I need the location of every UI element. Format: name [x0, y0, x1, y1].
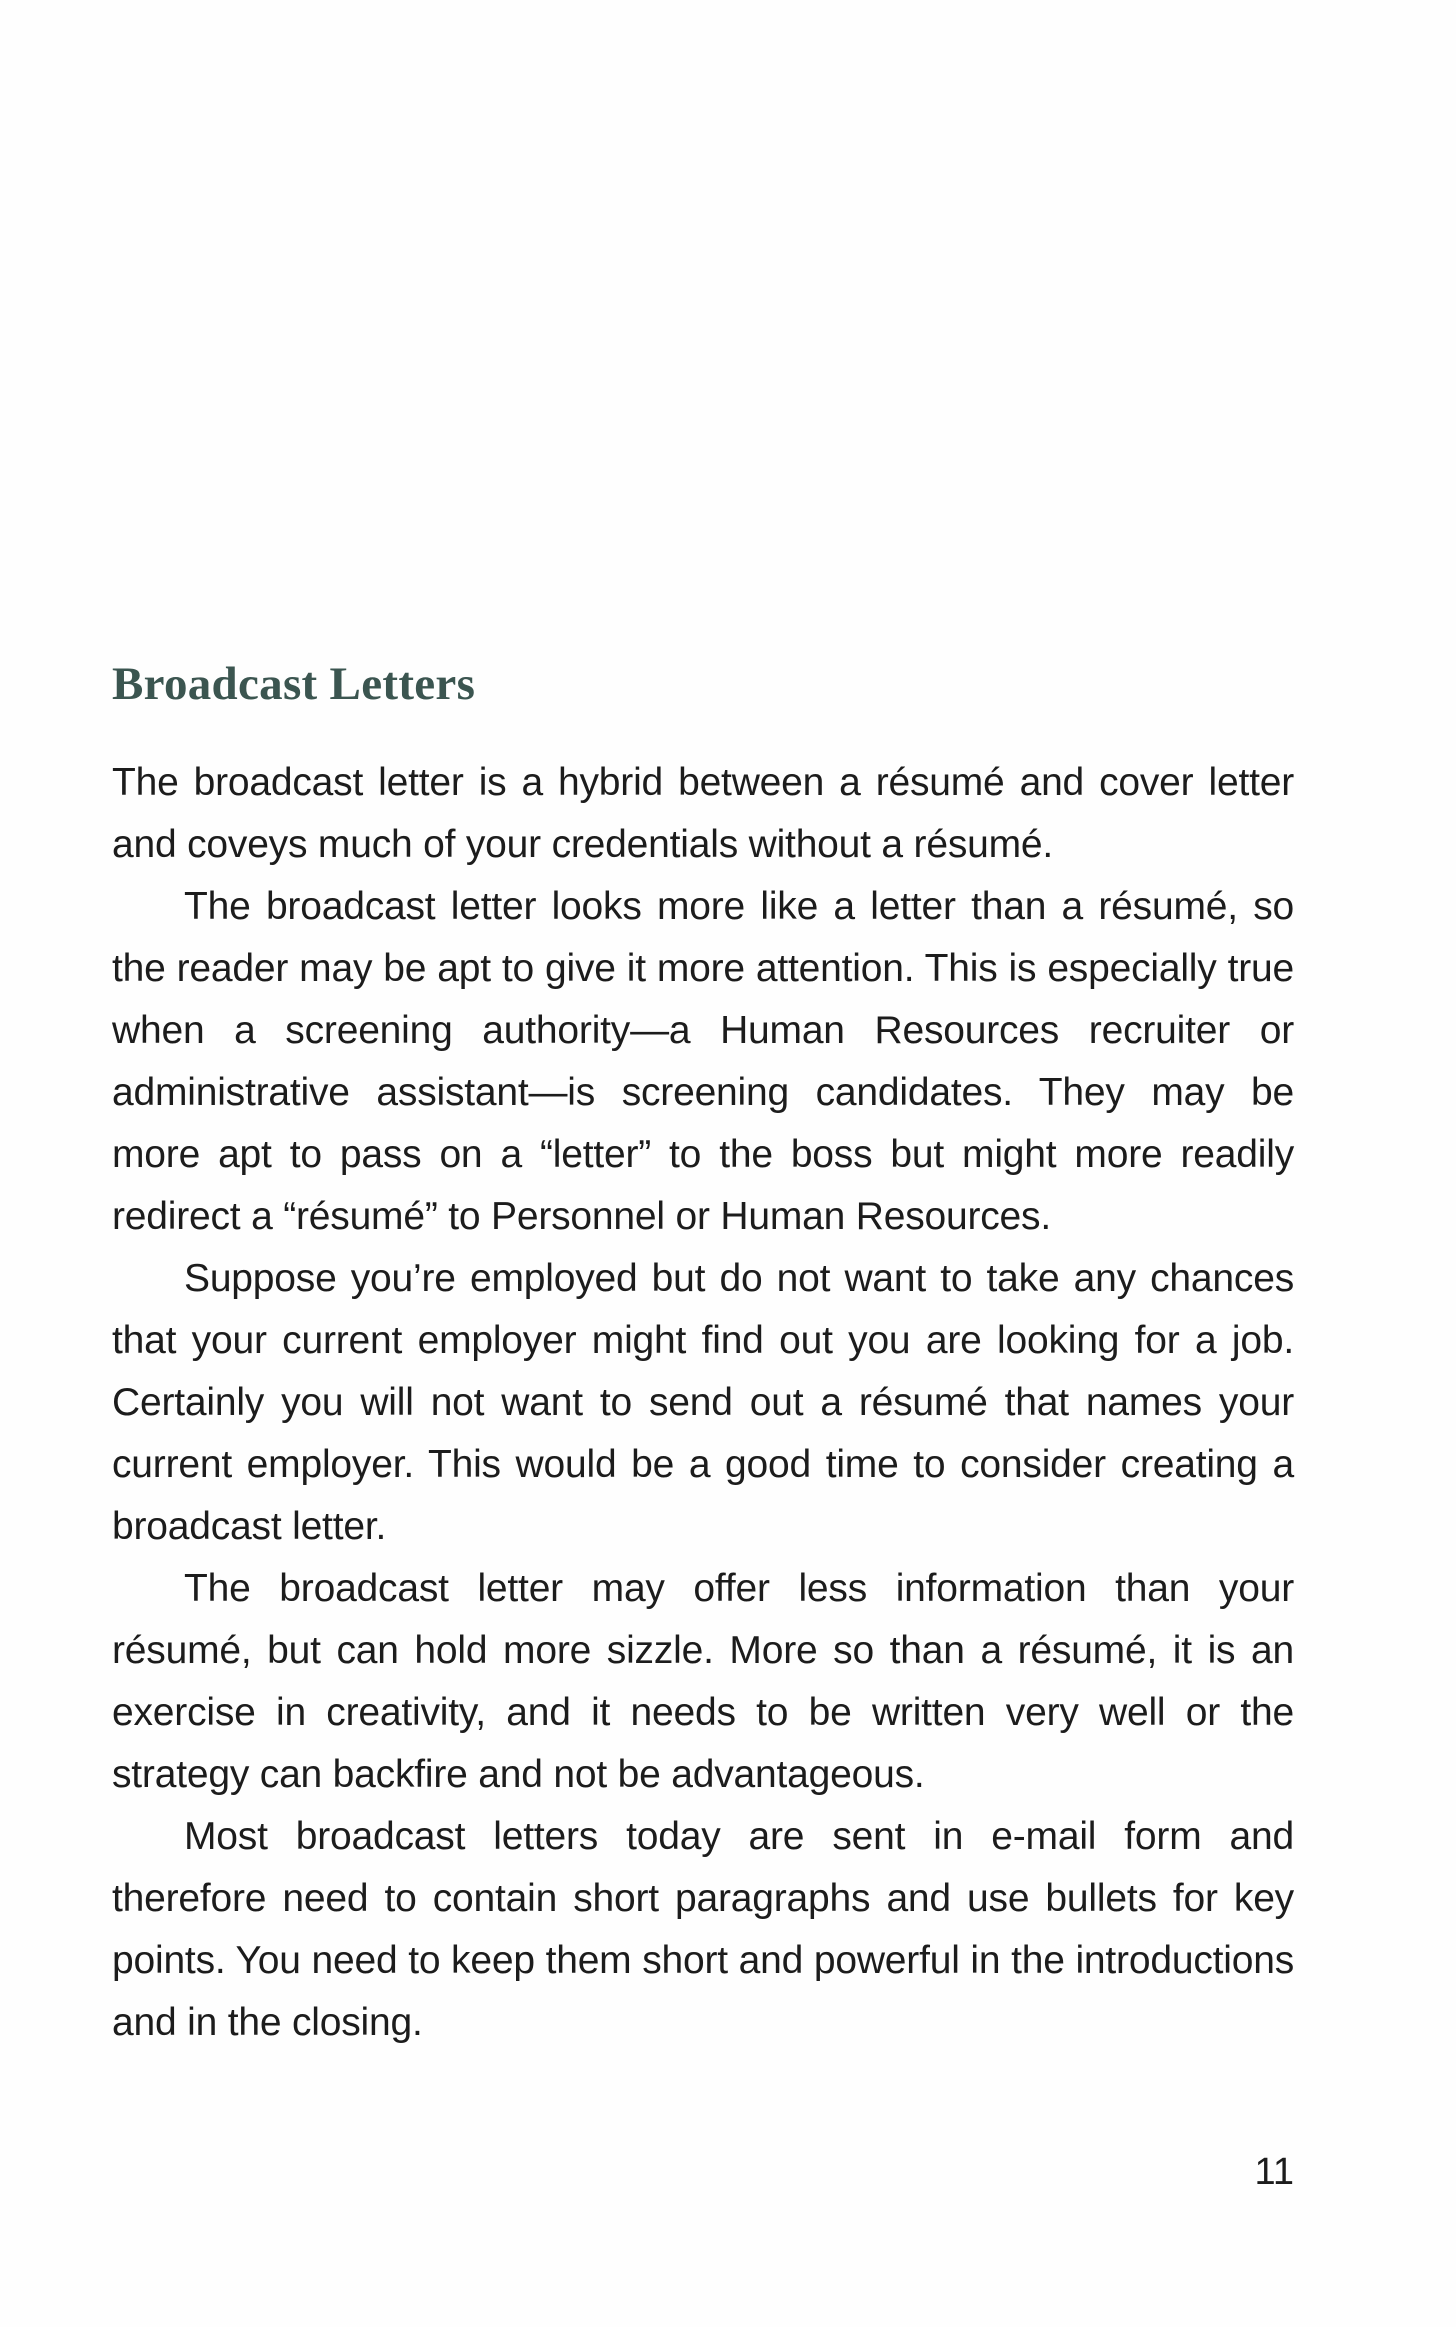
paragraph-4: The broadcast letter may offer less information than your résumé, but can hold more sizzle. More so than a résumé, it is an exercise in creativity, and it needs to be written very well or the strategy can backfire and not be advantageous. [112, 1567, 1294, 1796]
paragraph-1: The broadcast letter is a hybrid between a résumé and cover letter and coveys much of your credentials without a résumé. [112, 761, 1294, 866]
section-heading: Broadcast Letters [112, 658, 476, 710]
page-number: 11 [1254, 2151, 1294, 2193]
paragraph-2: The broadcast letter looks more like a letter than a résumé, so the reader may be apt to give it more attention. This is especially true when a screening authority—a Human Resources recruiter or administrative assistant—is screening candidates. They may be more apt to pass on a “letter” to the boss but might more readily redirect a “résumé” to Personnel or Human Resources. [112, 885, 1294, 1238]
body-text [112, 752, 1294, 2054]
paragraph-5: Most broadcast letters today are sent in e-mail form and therefore need to contain short paragraphs and use bullets for key points. You need to keep them short and powerful in the introductions and in the closing. [112, 1815, 1294, 2044]
paragraph-3: Suppose you’re employed but do not want to take any chances that your current employer might find out you are looking for a job. Certainly you will not want to send out a résumé that names your current employer. This would be a good time to consider creating a broadcast letter. [112, 1257, 1294, 1548]
